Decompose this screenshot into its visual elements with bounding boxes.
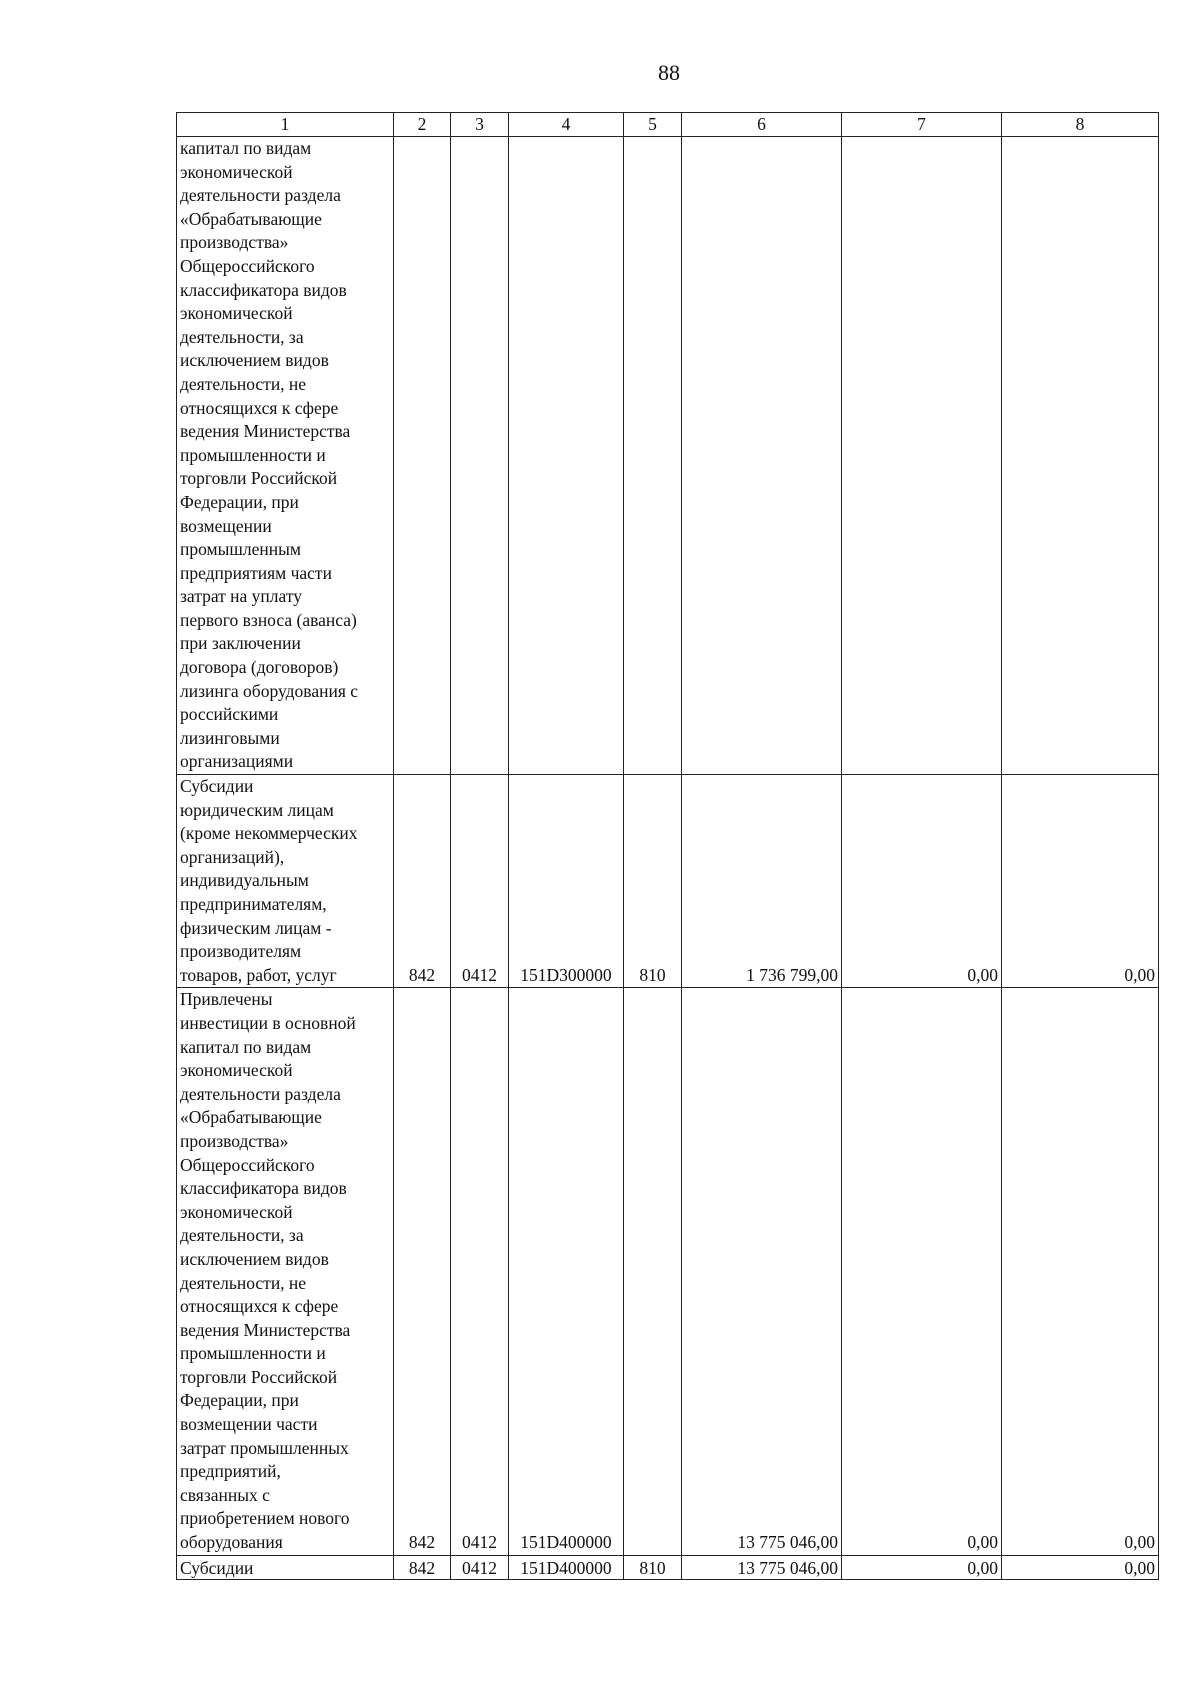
cell-amount-col8: 0,00	[1002, 988, 1159, 1555]
row-description: Привлечены инвестиции в основной капитал по видам экономической деятельности раздела «Обрабатывающие производства» Общероссийского классификатора видов экономической деятельности, за исключением видов деятельности, не относящихся к сфере ведения Министерства промышленности и торговли Российской Федерации, при возмещении части затрат промышленных предприятий, связанных с приобретением нового оборудования	[177, 988, 394, 1555]
cell-ministry-code: 842	[394, 775, 451, 988]
cell-amount-col8: 0,00	[1002, 775, 1159, 988]
table-header-row	[177, 113, 1159, 137]
cell-ministry-code	[394, 137, 451, 775]
cell-amount-col6	[682, 137, 842, 775]
cell-amount-col7	[842, 137, 1002, 775]
cell-section-code: 0412	[451, 1555, 509, 1579]
column-header: 6	[682, 113, 842, 137]
budget-table	[176, 112, 1159, 1580]
cell-expense-type: 810	[624, 775, 682, 988]
cell-expense-type: 810	[624, 1555, 682, 1579]
column-header: 3	[451, 113, 509, 137]
cell-amount-col8: 0,00	[1002, 1555, 1159, 1579]
column-header: 1	[177, 113, 394, 137]
cell-amount-col7: 0,00	[842, 775, 1002, 988]
column-header: 4	[509, 113, 624, 137]
row-description: капитал по видам экономической деятельности раздела «Обрабатывающие производства» Общероссийского классификатора видов экономической деятельности, за исключением видов деятельности, не относящихся к сфере ведения Министерства промышленности и торговли Российской Федерации, при возмещении промышленным предприятиям части затрат на уплату первого взноса (аванса) при заключении договора (договоров) лизинга оборудования с российскими лизинговыми организациями	[177, 137, 394, 775]
cell-amount-col8	[1002, 137, 1159, 775]
table-row	[177, 775, 1159, 988]
column-header: 2	[394, 113, 451, 137]
column-header: 7	[842, 113, 1002, 137]
cell-target-code: 151D400000	[509, 1555, 624, 1579]
table-row	[177, 988, 1159, 1555]
cell-amount-col6: 13 775 046,00	[682, 988, 842, 1555]
cell-target-code: 151D300000	[509, 775, 624, 988]
cell-amount-col7: 0,00	[842, 988, 1002, 1555]
row-description: Субсидии юридическим лицам (кроме некоммерческих организаций), индивидуальным предпринимателям, физическим лицам - производителям товаров, работ, услуг	[177, 775, 394, 988]
column-header: 5	[624, 113, 682, 137]
cell-ministry-code: 842	[394, 1555, 451, 1579]
cell-amount-col6: 13 775 046,00	[682, 1555, 842, 1579]
table-row	[177, 1555, 1159, 1579]
cell-expense-type	[624, 137, 682, 775]
page-number: 88	[658, 60, 680, 85]
cell-amount-col6: 1 736 799,00	[682, 775, 842, 988]
cell-ministry-code: 842	[394, 988, 451, 1555]
cell-section-code	[451, 137, 509, 775]
cell-amount-col7: 0,00	[842, 1555, 1002, 1579]
cell-section-code: 0412	[451, 988, 509, 1555]
cell-expense-type	[624, 988, 682, 1555]
cell-section-code: 0412	[451, 775, 509, 988]
table-row	[177, 137, 1159, 775]
column-header: 8	[1002, 113, 1159, 137]
cell-target-code	[509, 137, 624, 775]
row-description: Субсидии	[177, 1555, 394, 1579]
cell-target-code: 151D400000	[509, 988, 624, 1555]
